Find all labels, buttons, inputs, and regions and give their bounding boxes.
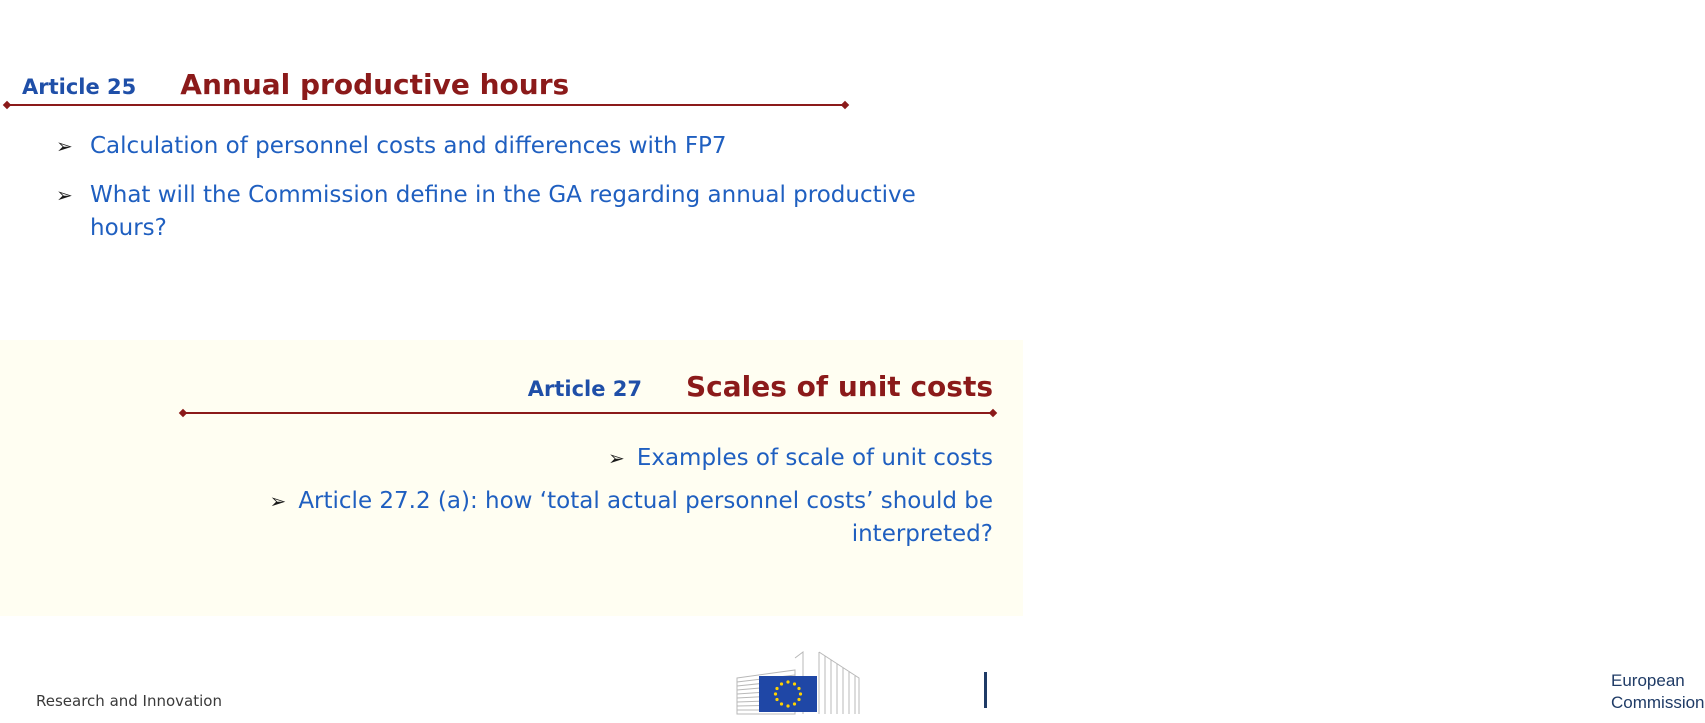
list-item <box>133 485 993 551</box>
section-1-label: Article 25 <box>22 75 137 99</box>
section-1-heading <box>22 68 569 101</box>
section-2-label: Article 27 <box>527 377 643 401</box>
bullet-text: Examples of scale of unit costs <box>636 445 993 471</box>
list-item <box>56 130 926 163</box>
arrow-bullet-icon: ➢ <box>269 489 287 513</box>
european-commission-logo <box>735 648 1705 716</box>
section-1-bullet-list <box>56 130 926 261</box>
logo-text-line-2: Commission <box>1611 693 1705 712</box>
section-2-bullet-list <box>133 442 993 561</box>
rule-end-left <box>3 101 11 109</box>
footer-research-innovation: Research and Innovation <box>36 692 222 710</box>
commission-building-icon <box>735 648 875 716</box>
arrow-bullet-icon: ➢ <box>56 134 73 158</box>
list-item <box>133 442 993 475</box>
bullet-text: Calculation of personnel costs and differences with FP7 <box>90 133 727 159</box>
list-item <box>56 179 926 245</box>
section-2-heading <box>528 370 993 403</box>
bullet-text: What will the Commission define in the GA regarding annual productive hours? <box>90 182 916 241</box>
logo-divider <box>984 672 987 708</box>
logo-text-line-1: European <box>1611 671 1685 690</box>
section-2-rule <box>182 412 994 414</box>
arrow-bullet-icon: ➢ <box>608 446 625 470</box>
section-1-rule <box>6 104 846 106</box>
arrow-bullet-icon: ➢ <box>56 183 73 207</box>
section-1-title: Annual productive hours <box>180 68 570 101</box>
section-2-title: Scales of unit costs <box>686 370 993 403</box>
rule-end-right <box>841 101 849 109</box>
bullet-text: Article 27.2 (a): how ‘total actual personnel costs’ should be interpreted? <box>298 488 993 547</box>
